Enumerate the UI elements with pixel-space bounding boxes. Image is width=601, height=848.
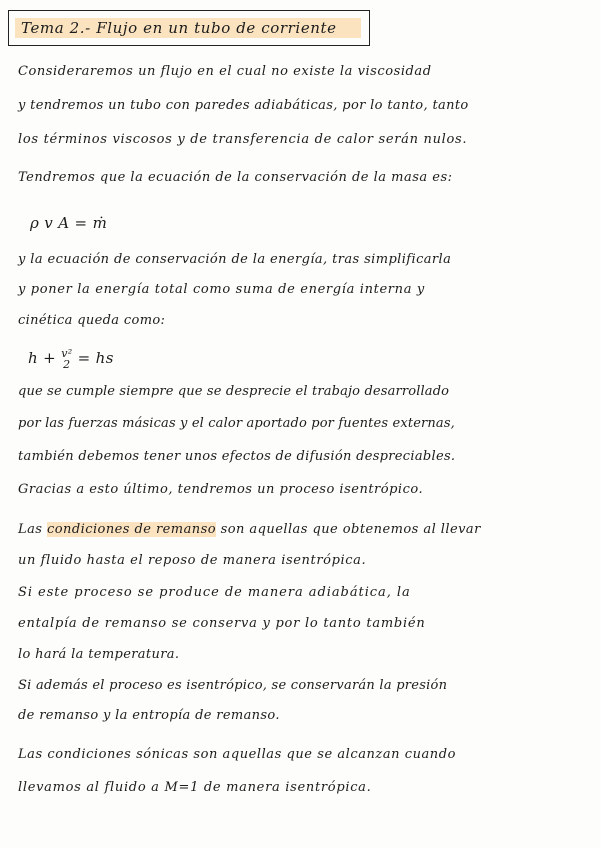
energy-eq-denominator: 2	[63, 358, 71, 371]
rest-conditions-line2: un fluido hasta el reposo de manera isentrópica.	[18, 553, 367, 568]
energy-intro-line1: y la ecuación de conservación de la energía, tras simplificarla	[18, 252, 452, 267]
mass-intro: Tendremos que la ecuación de la conservación de la masa es:	[18, 170, 453, 185]
page-title: Tema 2.- Flujo en un tubo de corriente	[21, 19, 337, 37]
para6-line2: llevamos al fluido a M=1 de manera isentrópica.	[18, 780, 372, 795]
energy-eq-rhs: = hs	[77, 349, 114, 367]
para1-line1: Consideraremos un flujo en el cual no existe la viscosidad	[18, 64, 432, 79]
para4-line2: entalpía de remanso se conserva y por lo tanto también	[18, 616, 426, 631]
rest-conditions-line1	[18, 522, 481, 537]
para4-line3: lo hará la temperatura.	[18, 647, 180, 662]
rest-suffix: son aquellas que obtenemos al llevar	[220, 522, 481, 537]
para2-line3: también debemos tener unos efectos de difusión despreciables.	[18, 449, 456, 464]
para6-line1: Las condiciones sónicas son aquellas que se alcanzan cuando	[18, 747, 456, 762]
energy-eq-lhs: h +	[28, 349, 57, 367]
para5-line2: de remanso y la entropía de remanso.	[18, 708, 280, 723]
para5-line1: Si además el proceso es isentrópico, se conservarán la presión	[18, 678, 448, 693]
energy-eq-numerator: v²	[61, 347, 73, 360]
para2-line2: por las fuerzas másicas y el calor aportado por fuentes externas,	[18, 416, 455, 431]
para1-line3: los términos viscosos y de transferencia de calor serán nulos.	[18, 132, 468, 147]
energy-intro-line2: y poner la energía total como suma de energía interna y	[18, 282, 425, 297]
para3: Gracias a esto último, tendremos un proceso isentrópico.	[18, 482, 424, 497]
title-box	[8, 10, 370, 46]
para4-line1: Si este proceso se produce de manera adiabática, la	[18, 585, 411, 600]
energy-equation	[28, 348, 114, 370]
energy-eq-fraction	[61, 348, 72, 370]
energy-intro-line3: cinética queda como:	[18, 313, 166, 328]
rest-conditions-highlight: condiciones de remanso	[47, 522, 216, 537]
mass-equation: ρ v A = ṁ	[30, 214, 108, 232]
para2-line1: que se cumple siempre que se desprecie el trabajo desarrollado	[18, 384, 450, 399]
rest-prefix: Las	[18, 522, 43, 537]
para1-line2: y tendremos un tubo con paredes adiabáticas, por lo tanto, tanto	[18, 98, 469, 113]
